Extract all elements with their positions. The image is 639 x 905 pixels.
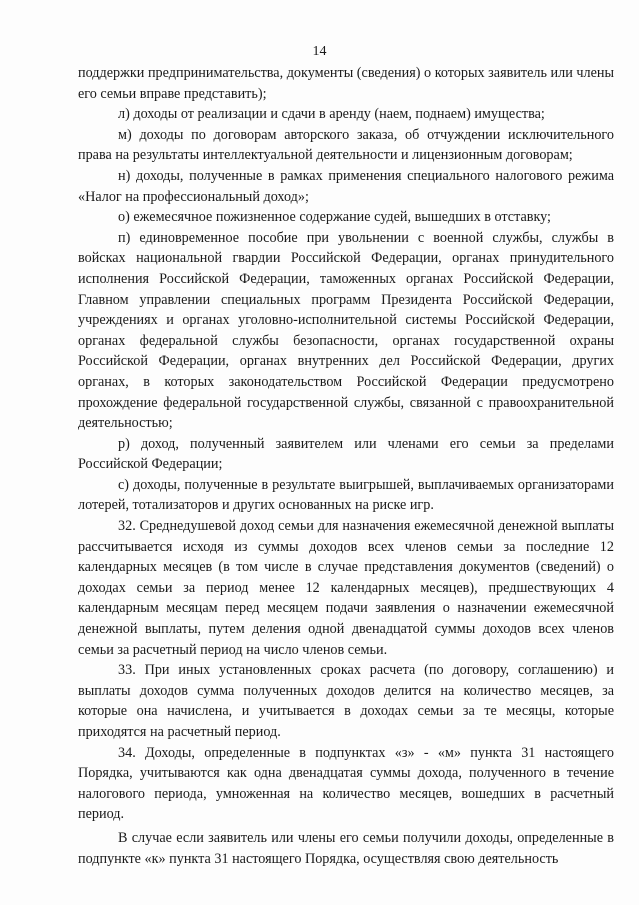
paragraph: о) ежемесячное пожизненное содержание судей, вышедших в отставку; — [118, 209, 551, 226]
paragraph: л) доходы от реализации и сдачи в аренду (наем, поднаем) имущества; — [118, 106, 545, 123]
paragraph: В случае если заявитель или члены его семьи получили доходы, определенные в подпункте «к» пункта 31 настоящего Порядка, осуществляя свою деятельность — [78, 829, 614, 867]
paragraph: н) доходы, полученные в рамках применения специального налогового режима «Налог на профессиональный доход»; — [78, 167, 614, 205]
paragraph: 34. Доходы, определенные в подпунктах «з» - «м» пункта 31 настоящего Порядка, учитываются как одна двенадцатая суммы дохода, полученного в течение налогового периода, умноженная на количество месяцев, вошедших в расчетный период. — [78, 744, 614, 823]
paragraph: поддержки предпринимательства, документы (сведения) о которых заявитель или члены его семьи вправе представить); — [78, 65, 614, 102]
document-body — [78, 63, 614, 869]
paragraph: с) доходы, полученные в результате выигрышей, выплачиваемых организаторами лотерей, тотализаторов и других основанных на риске игр. — [78, 476, 614, 514]
paragraph: 32. Среднедушевой доход семьи для назначения ежемесячной денежной выплаты рассчитывается исходя из суммы доходов всех членов семьи за последние 12 календарных месяцев (в том числе в случае представления документов (сведений) о доходах семьи за период менее 12 календарных месяцев), предшествующих 4 календарным месяцам перед месяцем подачи заявления о назначении ежемесячной денежной выплаты, путем деления одной двенадцатой суммы доходов всех членов семьи за расчетный период на число членов семьи. — [78, 518, 614, 658]
paragraph: р) доход, полученный заявителем или членами его семьи за пределами Российской Федерации; — [78, 435, 614, 473]
page-number: 14 — [312, 44, 327, 59]
paragraph: м) доходы по договорам авторского заказа, об отчуждении исключительного права на результаты интеллектуальной деятельности и лицензионным договорам; — [78, 126, 614, 164]
paragraph: п) единовременное пособие при увольнении с военной службы, службы в войсках национальной гвардии Российской Федерации, органах принудительного исполнения Российской Федерации, таможенных органах Российской Федерации, Главном управлении специальных программ Президента Российской Федерации, учреждениях и органах уголовно-исполнительной системы Российской Федерации, органах федеральной службы безопасности, органах государственной охраны Российской Федерации, органах внутренних дел Российской Федерации, других органах, в которых законодательством Российской Федерации предусмотрено прохождение федеральной государственной службы, связанной с правоохранительной деятельностью; — [78, 229, 614, 432]
paragraph: 33. При иных установленных сроках расчета (по договору, соглашению) и выплаты доходов сумма полученных доходов делится на количество месяцев, за которые она начислена, и учитывается в доходах семьи за те месяцы, которые приходятся на расчетный период. — [78, 662, 614, 740]
